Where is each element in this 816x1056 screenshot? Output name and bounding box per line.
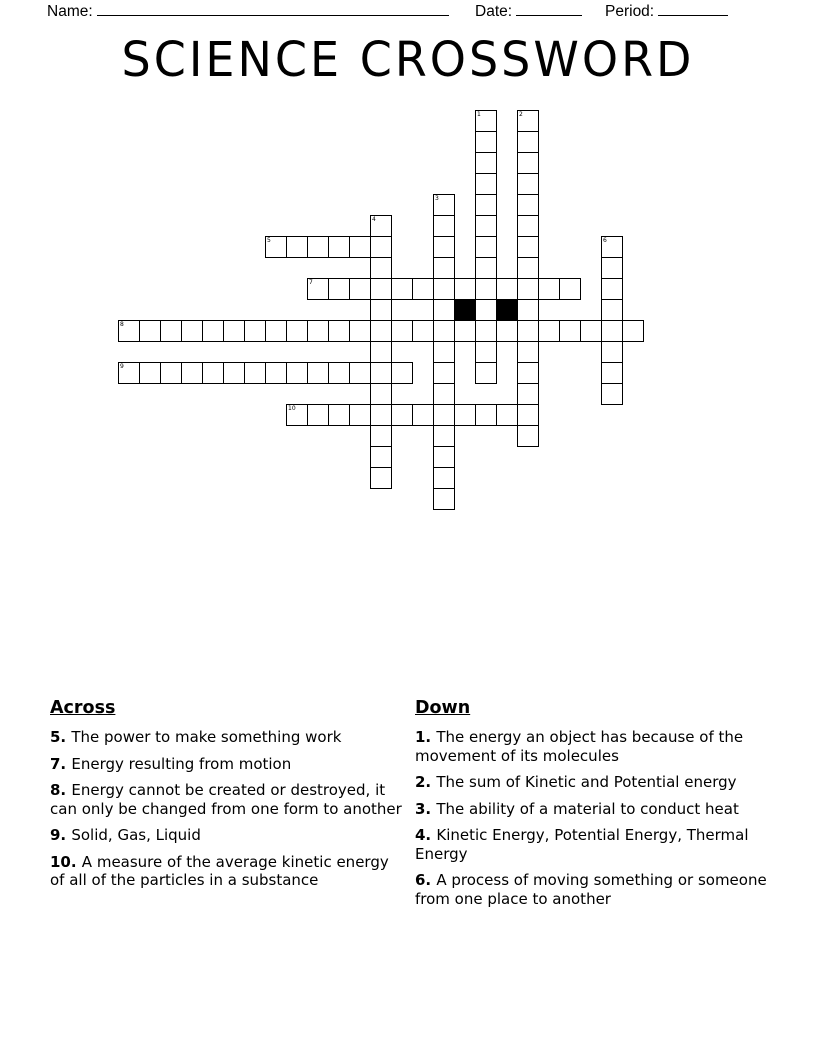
- name-field: [47, 2, 449, 21]
- grid-cell[interactable]: [475, 341, 497, 363]
- grid-cell[interactable]: [370, 404, 392, 426]
- name-blank-line[interactable]: [97, 2, 449, 16]
- grid-cell[interactable]: [391, 362, 413, 384]
- period-blank-line[interactable]: [658, 2, 728, 16]
- grid-cell[interactable]: [349, 404, 371, 426]
- grid-cell[interactable]: [475, 278, 497, 300]
- grid-cell[interactable]: [559, 320, 581, 342]
- grid-cell[interactable]: [601, 278, 623, 300]
- grid-cell[interactable]: [433, 488, 455, 510]
- grid-cell[interactable]: [181, 362, 203, 384]
- grid-cell[interactable]: [601, 383, 623, 405]
- grid-cell[interactable]: [160, 362, 182, 384]
- period-field: [605, 2, 728, 21]
- date-field: [475, 2, 582, 21]
- grid-cell[interactable]: [517, 110, 539, 132]
- name-label: Name:: [47, 3, 93, 20]
- grid-cell[interactable]: [412, 404, 434, 426]
- grid-cell[interactable]: [433, 194, 455, 216]
- grid-cell[interactable]: [517, 131, 539, 153]
- grid-cell[interactable]: [370, 278, 392, 300]
- clue-text: The energy an object has because of the movement of its molecules: [415, 728, 744, 765]
- cell-number: 6: [603, 237, 607, 244]
- grid-cell[interactable]: [391, 278, 413, 300]
- grid-cell[interactable]: [601, 320, 623, 342]
- grid-cell[interactable]: [433, 215, 455, 237]
- grid-cell[interactable]: [622, 320, 644, 342]
- grid-cell[interactable]: [265, 362, 287, 384]
- grid-cell[interactable]: [307, 404, 329, 426]
- grid-cell[interactable]: [475, 299, 497, 321]
- down-clue-1: [415, 728, 772, 765]
- grid-cell[interactable]: [370, 299, 392, 321]
- grid-cell[interactable]: [517, 194, 539, 216]
- down-clues-column: [415, 698, 772, 916]
- clue-text: Energy resulting from motion: [71, 754, 292, 773]
- grid-cell[interactable]: [475, 152, 497, 174]
- grid-cell[interactable]: [328, 278, 350, 300]
- grid-cell[interactable]: [433, 257, 455, 279]
- grid-cell[interactable]: [517, 152, 539, 174]
- grid-cell[interactable]: [118, 362, 140, 384]
- grid-cell[interactable]: [601, 341, 623, 363]
- grid-cell[interactable]: [202, 362, 224, 384]
- cell-number: 3: [435, 195, 439, 202]
- grid-cell[interactable]: [433, 383, 455, 405]
- grid-cell[interactable]: [349, 320, 371, 342]
- cell-number: 2: [519, 111, 523, 118]
- across-clue-5: [50, 728, 407, 747]
- clue-text: The ability of a material to conduct heat: [436, 799, 739, 818]
- grid-cell[interactable]: [307, 278, 329, 300]
- grid-cell[interactable]: [202, 320, 224, 342]
- grid-cell[interactable]: [475, 215, 497, 237]
- grid-cell[interactable]: [244, 320, 266, 342]
- grid-cell[interactable]: [412, 278, 434, 300]
- grid-cell[interactable]: [328, 236, 350, 258]
- grid-cell[interactable]: [538, 320, 560, 342]
- grid-cell[interactable]: [286, 362, 308, 384]
- grid-cell[interactable]: [496, 404, 518, 426]
- grid-cell[interactable]: [517, 341, 539, 363]
- grid-cell[interactable]: [517, 173, 539, 195]
- grid-cell[interactable]: [454, 320, 476, 342]
- grid-cell[interactable]: [496, 278, 518, 300]
- grid-cell[interactable]: [349, 236, 371, 258]
- grid-cell[interactable]: [139, 362, 161, 384]
- grid-cell[interactable]: [328, 404, 350, 426]
- grid-cell[interactable]: [223, 320, 245, 342]
- grid-cell[interactable]: [454, 404, 476, 426]
- grid-cell[interactable]: [328, 320, 350, 342]
- grid-cell[interactable]: [286, 320, 308, 342]
- clue-number: 1.: [415, 728, 437, 746]
- cell-number: 1: [477, 111, 481, 118]
- grid-cell[interactable]: [370, 446, 392, 468]
- grid-cell[interactable]: [433, 425, 455, 447]
- clue-number: 2.: [415, 773, 437, 791]
- grid-cell[interactable]: [370, 257, 392, 279]
- cell-number: 5: [267, 237, 271, 244]
- worksheet-title: SCIENCE CROSSWORD: [121, 30, 695, 88]
- grid-cell[interactable]: [370, 467, 392, 489]
- grid-cell[interactable]: [349, 362, 371, 384]
- grid-cell[interactable]: [601, 257, 623, 279]
- cell-number: 9: [120, 363, 124, 370]
- clue-text: The sum of Kinetic and Potential energy: [436, 773, 737, 791]
- grid-cell[interactable]: [517, 278, 539, 300]
- grid-cell[interactable]: [286, 404, 308, 426]
- grid-cell[interactable]: [370, 320, 392, 342]
- grid-cell[interactable]: [244, 362, 266, 384]
- clue-text: Kinetic Energy, Potential Energy, Thermal Energy: [415, 826, 749, 863]
- grid-cell[interactable]: [370, 362, 392, 384]
- grid-cell[interactable]: [538, 278, 560, 300]
- grid-cell[interactable]: [433, 467, 455, 489]
- down-clue-4: [415, 826, 772, 863]
- grid-cell[interactable]: [475, 110, 497, 132]
- grid-cell[interactable]: [433, 341, 455, 363]
- grid-cell[interactable]: [265, 236, 287, 258]
- grid-cell[interactable]: [370, 215, 392, 237]
- across-clue-7: [50, 755, 407, 774]
- grid-cell[interactable]: [517, 299, 539, 321]
- grid-cell[interactable]: [433, 404, 455, 426]
- grid-cell[interactable]: [433, 320, 455, 342]
- grid-cell[interactable]: [517, 362, 539, 384]
- grid-cell[interactable]: [517, 425, 539, 447]
- grid-cell[interactable]: [517, 383, 539, 405]
- grid-cell[interactable]: [433, 236, 455, 258]
- across-clue-list: [50, 728, 407, 890]
- grid-cell[interactable]: [517, 257, 539, 279]
- clue-number: 9.: [50, 826, 72, 844]
- cell-number: 8: [120, 321, 124, 328]
- grid-cell[interactable]: [160, 320, 182, 342]
- period-label: Period:: [605, 3, 655, 20]
- clue-text: The power to make something work: [71, 728, 342, 746]
- grid-cell[interactable]: [475, 236, 497, 258]
- grid-cell[interactable]: [517, 215, 539, 237]
- down-clue-2: [415, 773, 772, 792]
- clue-number: 5.: [50, 728, 72, 746]
- grid-cell[interactable]: [433, 446, 455, 468]
- grid-cell[interactable]: [307, 362, 329, 384]
- down-clue-3: [415, 800, 772, 819]
- grid-cell[interactable]: [307, 320, 329, 342]
- across-heading: Across: [50, 698, 116, 718]
- cell-number: 10: [288, 405, 296, 412]
- grid-cell[interactable]: [370, 236, 392, 258]
- grid-cell[interactable]: [328, 362, 350, 384]
- grid-cell[interactable]: [223, 362, 245, 384]
- grid-cell[interactable]: [475, 320, 497, 342]
- grid-cell[interactable]: [433, 278, 455, 300]
- grid-cell[interactable]: [475, 173, 497, 195]
- cell-number: 7: [309, 279, 313, 286]
- across-clues-column: [50, 698, 407, 916]
- grid-cell[interactable]: [391, 320, 413, 342]
- grid-cell[interactable]: [433, 299, 455, 321]
- black-cell: [454, 299, 476, 321]
- black-cell: [496, 299, 518, 321]
- grid-cell[interactable]: [265, 320, 287, 342]
- down-clue-6: [415, 871, 772, 908]
- clues-section: [50, 698, 772, 916]
- clue-number: 10.: [50, 852, 82, 871]
- grid-cell[interactable]: [286, 236, 308, 258]
- clue-number: 6.: [415, 871, 437, 889]
- grid-cell[interactable]: [559, 278, 581, 300]
- grid-cell[interactable]: [139, 320, 161, 342]
- across-clue-9: [50, 826, 407, 845]
- grid-cell[interactable]: [433, 362, 455, 384]
- clue-text: Energy cannot be created or destroyed, it can only be changed from one form to another: [50, 781, 402, 818]
- grid-cell[interactable]: [475, 404, 497, 426]
- clue-text: A measure of the average kinetic energy of all of the particles in a substance: [50, 852, 389, 889]
- date-label: Date:: [475, 3, 513, 20]
- grid-cell[interactable]: [580, 320, 602, 342]
- grid-cell[interactable]: [370, 425, 392, 447]
- grid-cell[interactable]: [517, 320, 539, 342]
- grid-cell[interactable]: [601, 236, 623, 258]
- clue-text: Solid, Gas, Liquid: [71, 826, 201, 844]
- grid-cell[interactable]: [391, 404, 413, 426]
- down-clue-list: [415, 728, 772, 908]
- grid-cell[interactable]: [349, 278, 371, 300]
- down-heading: Down: [415, 698, 471, 718]
- grid-cell[interactable]: [496, 320, 518, 342]
- clue-text: A process of moving something or someone from one place to another: [415, 871, 767, 908]
- grid-cell[interactable]: [475, 362, 497, 384]
- grid-cell[interactable]: [517, 404, 539, 426]
- clue-number: 3.: [415, 799, 437, 818]
- across-clue-10: [50, 853, 407, 890]
- grid-cell[interactable]: [181, 320, 203, 342]
- clue-number: 4.: [415, 826, 437, 844]
- clue-number: 8.: [50, 781, 72, 799]
- grid-cell[interactable]: [517, 236, 539, 258]
- grid-cell[interactable]: [370, 383, 392, 405]
- grid-cell[interactable]: [307, 236, 329, 258]
- grid-cell[interactable]: [118, 320, 140, 342]
- cell-number: 4: [372, 216, 376, 223]
- clue-number: 7.: [50, 754, 72, 773]
- grid-cell[interactable]: [475, 257, 497, 279]
- across-clue-8: [50, 781, 407, 818]
- grid-cell[interactable]: [475, 194, 497, 216]
- grid-cell[interactable]: [601, 299, 623, 321]
- grid-cell[interactable]: [412, 320, 434, 342]
- grid-cell[interactable]: [601, 362, 623, 384]
- date-blank-line[interactable]: [516, 2, 582, 16]
- grid-cell[interactable]: [475, 131, 497, 153]
- grid-cell[interactable]: [454, 278, 476, 300]
- grid-cell[interactable]: [370, 341, 392, 363]
